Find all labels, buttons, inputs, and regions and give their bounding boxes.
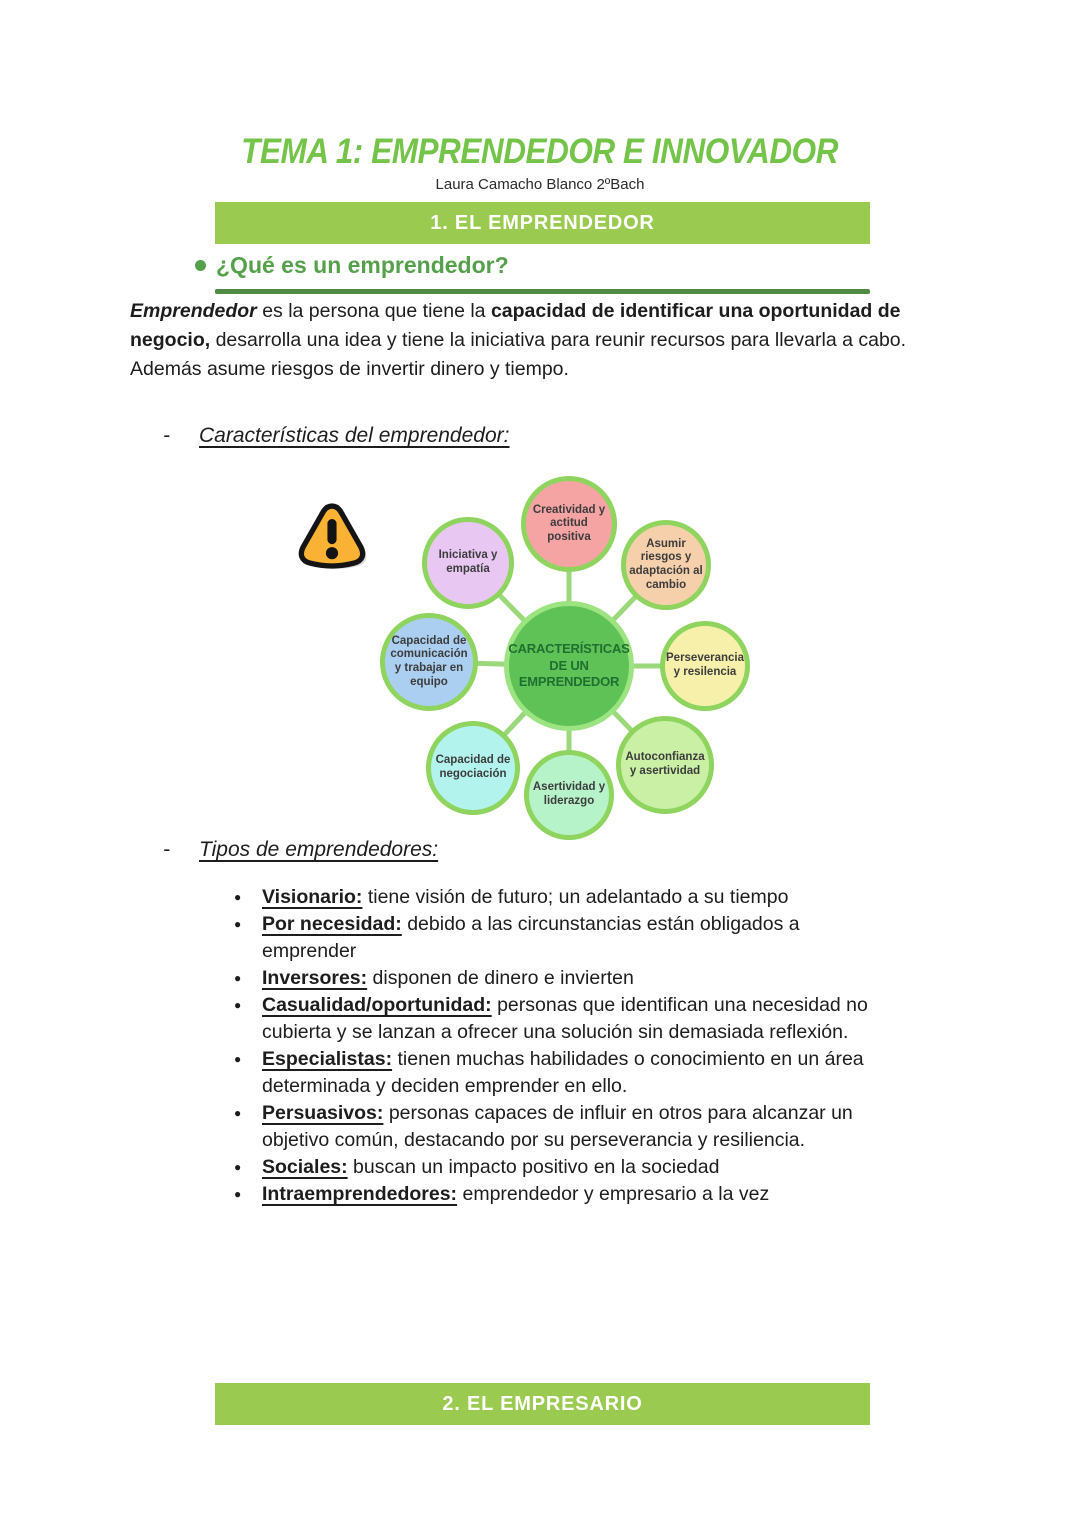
list-item <box>232 1100 880 1154</box>
diagram-circle-asumir-riesgos <box>621 520 711 610</box>
tipos-heading-text: Tipos de emprendedores: <box>199 838 439 861</box>
author-line: Laura Camacho Blanco 2ºBach <box>435 176 645 193</box>
intro-paragraph <box>130 297 908 384</box>
caracteristicas-heading <box>163 424 509 448</box>
item-desc: emprendedor y empresario a la vez <box>457 1183 770 1205</box>
characteristics-diagram <box>280 472 840 844</box>
item-term: Casualidad/oportunidad: <box>262 994 492 1016</box>
diagram-center-label: CARACTERÍSTICAS DE UN EMPRENDEDOR <box>508 640 630 690</box>
diagram-circle-label: Autoconfianza y asertividad <box>625 751 705 777</box>
diagram-circle-label: Perseverancia y resilencia <box>666 652 745 678</box>
item-term: Especialistas: <box>262 1048 393 1070</box>
list-item <box>232 1154 880 1181</box>
list-item <box>232 1181 880 1208</box>
item-desc: disponen de dinero e invierten <box>367 967 634 989</box>
diagram-circle-perseverancia <box>660 621 750 711</box>
intro-term-emprendedor: Emprendedor <box>130 300 257 322</box>
tipos-list <box>232 884 880 1208</box>
question-heading-text: ¿Qué es un emprendedor? <box>216 252 509 278</box>
title-wrap <box>0 132 1080 172</box>
diagram-circle-label: Iniciativa y empatía <box>438 549 498 575</box>
item-term: Inversores: <box>262 967 368 989</box>
dash-marker: - <box>163 424 170 447</box>
item-desc: tiene visión de futuro; un adelantado a su tiempo <box>362 886 789 908</box>
question-underline-rule <box>215 289 870 294</box>
diagram-circle-label: Capacidad de negociación <box>435 754 511 780</box>
diagram-circle-label: Capacidad de comunicación y trabajar en equipo <box>390 634 468 688</box>
diagram-circle-label: Creatividad y actitud positiva <box>532 503 606 543</box>
intro-bold-phrase: capacidad de identificar una oportunidad de negocio, <box>130 300 901 351</box>
section-1-header <box>215 202 870 244</box>
list-item <box>232 911 880 965</box>
diagram-circle-label: Asertividad y liderazgo <box>532 781 606 807</box>
item-term: Por necesidad: <box>262 913 402 935</box>
diagram-circle-iniciativa <box>422 517 514 609</box>
diagram-center-circle <box>504 601 634 731</box>
list-item <box>232 1046 880 1100</box>
diagram-circle-autoconfianza <box>616 716 714 814</box>
item-term: Persuasivos: <box>262 1102 384 1124</box>
item-desc: tienen muchas habilidades o conocimiento en un área determinada y deciden emprender en ello. <box>262 1048 864 1097</box>
item-term: Visionario: <box>262 886 363 908</box>
question-heading <box>195 252 509 279</box>
intro-text-1: es la persona que tiene la <box>256 300 491 322</box>
diagram-circle-comunicacion <box>380 613 478 711</box>
caracteristicas-heading-text: Características del emprendedor: <box>199 424 510 447</box>
warning-icon <box>294 500 370 576</box>
bullet-dot-icon <box>195 260 206 271</box>
diagram-circle-negociacion <box>426 721 520 815</box>
list-item <box>232 884 880 911</box>
dash-marker: - <box>163 838 170 861</box>
diagram-circle-label: Asumir riesgos y adaptación al cambio <box>629 537 703 591</box>
list-item <box>232 965 880 992</box>
section-2-title: 2. EL EMPRESARIO <box>442 1393 643 1415</box>
item-desc: personas que identifican una necesidad no cubierta y se lanzan a ofrecer una solución sin demasiada reflexión. <box>262 994 868 1043</box>
tipos-heading <box>163 838 438 862</box>
section-2-header <box>215 1383 870 1425</box>
item-desc: debido a las circunstancias están obligados a emprender <box>262 913 800 962</box>
item-term: Sociales: <box>262 1156 348 1178</box>
item-desc: personas capaces de influir en otros para alcanzar un objetivo común, destacando por su perseverancia y resiliencia. <box>262 1102 853 1151</box>
item-desc: buscan un impacto positivo en la sociedad <box>347 1156 720 1178</box>
list-item <box>232 992 880 1046</box>
item-term: Intraemprendedores: <box>262 1183 458 1205</box>
diagram-circle-creatividad <box>521 476 617 572</box>
intro-text-2: desarrolla una idea y tiene la iniciativa para reunir recursos para llevarla a cabo. Además asume riesgos de invertir dinero y tiempo. <box>130 329 907 380</box>
page-title: TEMA 1: EMPRENDEDOR E INNOVADOR <box>241 132 839 171</box>
diagram-circle-asertividad <box>524 750 614 840</box>
section-1-title: 1. EL EMPRENDEDOR <box>430 212 655 234</box>
